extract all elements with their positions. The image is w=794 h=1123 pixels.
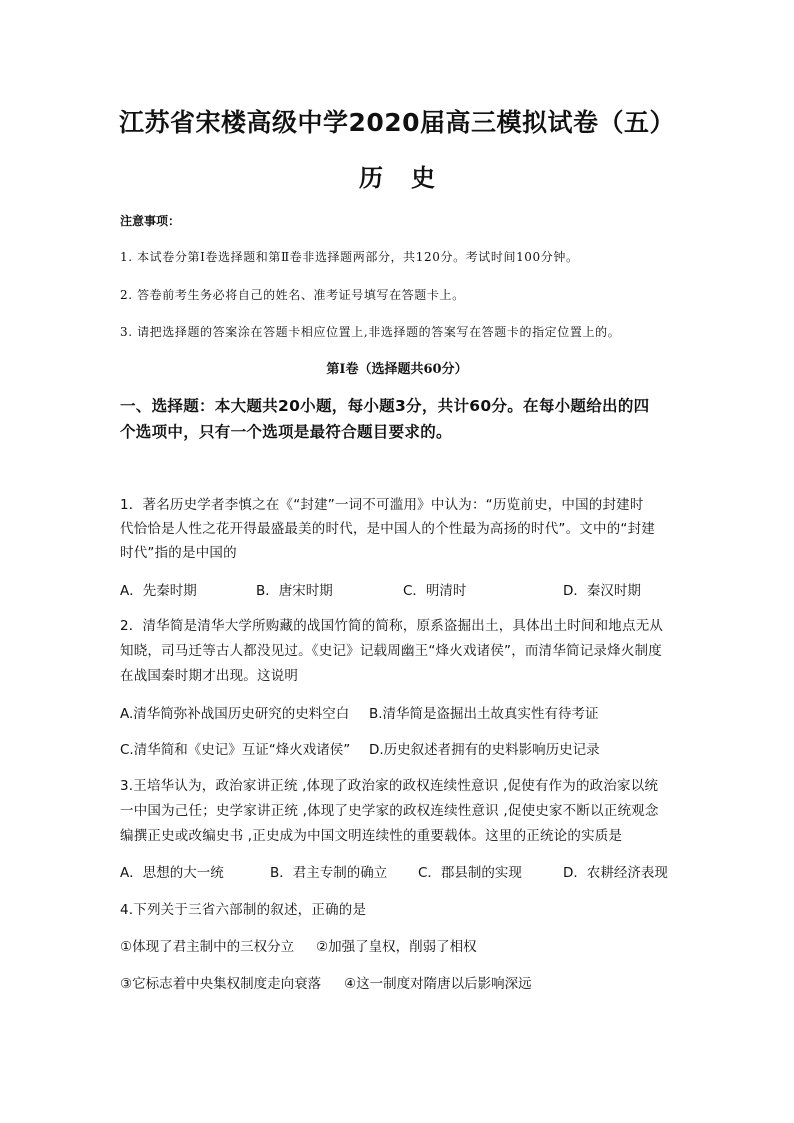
- question-3-text: 一中国为己任；史学家讲正统 ,体现了史学家的政权连续性意识 ,促使史家不断以正统观念: [120, 803, 659, 819]
- question-4-text: 4.下列关于三省六部制的叙述，正确的是: [120, 902, 367, 918]
- notice-item: 1. 本试卷分第Ⅰ卷选择题和第Ⅱ卷非选择题两部分，共120分。考试时间100分钟。: [120, 250, 579, 264]
- question-1-option-d: D．秦汉时期: [563, 583, 641, 599]
- question-2-text: 知晓，司马迁等古人都没见过。《史记》记载周幽王“烽火戏诸侯”，而清华简记录烽火制度: [120, 643, 662, 659]
- question-4-option-1: ①体现了君主制中的三权分立: [120, 939, 295, 955]
- question-2-option-b: B.清华简是盗掘出土故真实性有待考证: [369, 706, 599, 722]
- question-4-option-3: ③它标志着中央集权制度走向衰落: [120, 976, 322, 992]
- exam-title: 江苏省宋楼高级中学2020届高三模拟试卷（五）: [118, 108, 676, 137]
- question-1-option-a: A．先秦时期: [120, 583, 197, 599]
- question-2-option-c: C.清华简和《史记》互证“烽火戏诸侯”: [120, 742, 351, 758]
- question-3-option-b: B．君主专制的确立: [270, 865, 388, 881]
- question-4-option-4: ④这一制度对隋唐以后影响深远: [344, 976, 532, 992]
- notice-item: 2. 答卷前考生务必将自己的姓名、准考证号填写在答题卡上。: [120, 288, 465, 302]
- question-2-option-a: A.清华简弥补战国历史研究的史料空白: [120, 706, 350, 722]
- question-3-option-d: D．农耕经济表现: [563, 865, 668, 881]
- question-3-text: 3.王培华认为，政治家讲正统 ,体现了政治家的政权连续性意识 ,促使有作为的政治家以统: [120, 778, 659, 794]
- section-instruction: 一、选择题：本大题共20小题，每小题3分，共计60分。在每小题给出的四: [120, 397, 650, 415]
- question-1-option-b: B．唐宋时期: [256, 583, 333, 599]
- question-4-option-2: ②加强了皇权，削弱了相权: [316, 939, 477, 955]
- notice-item: 3. 请把选择题的答案涂在答题卡相应位置上,非选择题的答案写在答题卡的指定位置上的。: [120, 325, 621, 339]
- question-1-text: 时代”指的是中国的: [120, 545, 237, 561]
- question-3-text: 编撰正史或改编史书 ,正史成为中国文明连续性的重要载体。这里的正统论的实质是: [120, 828, 623, 844]
- question-3-option-c: C．郡县制的实现: [418, 865, 522, 881]
- question-1-text: 1．著名历史学者李慎之在《“封建”一词不可滥用》中认为：“历览前史，中国的封建时: [120, 497, 644, 513]
- question-1-option-c: C．明清时: [403, 583, 467, 599]
- question-3-option-a: A．思想的大一统: [120, 865, 224, 881]
- question-1-text: 代恰恰是人性之花开得最盛最美的时代，是中国人的个性最为高扬的时代”。文中的“封建: [120, 521, 655, 537]
- part1-title: 第Ⅰ卷（选择题共60分）: [326, 362, 468, 377]
- question-2-text: 2．清华简是清华大学所购藏的战国竹简的简称，原系盗掘出土，具体出土时间和地点无从: [120, 618, 664, 634]
- exam-subject: 历史: [359, 164, 463, 192]
- question-2-option-d: D.历史叙述者拥有的史料影响历史记录: [369, 742, 600, 758]
- notice-heading: 注意事项：: [120, 214, 181, 228]
- section-instruction: 个选项中，只有一个选项是最符合题目要求的。: [120, 423, 452, 441]
- question-2-text: 在战国秦时期才出现。这说明: [120, 668, 299, 684]
